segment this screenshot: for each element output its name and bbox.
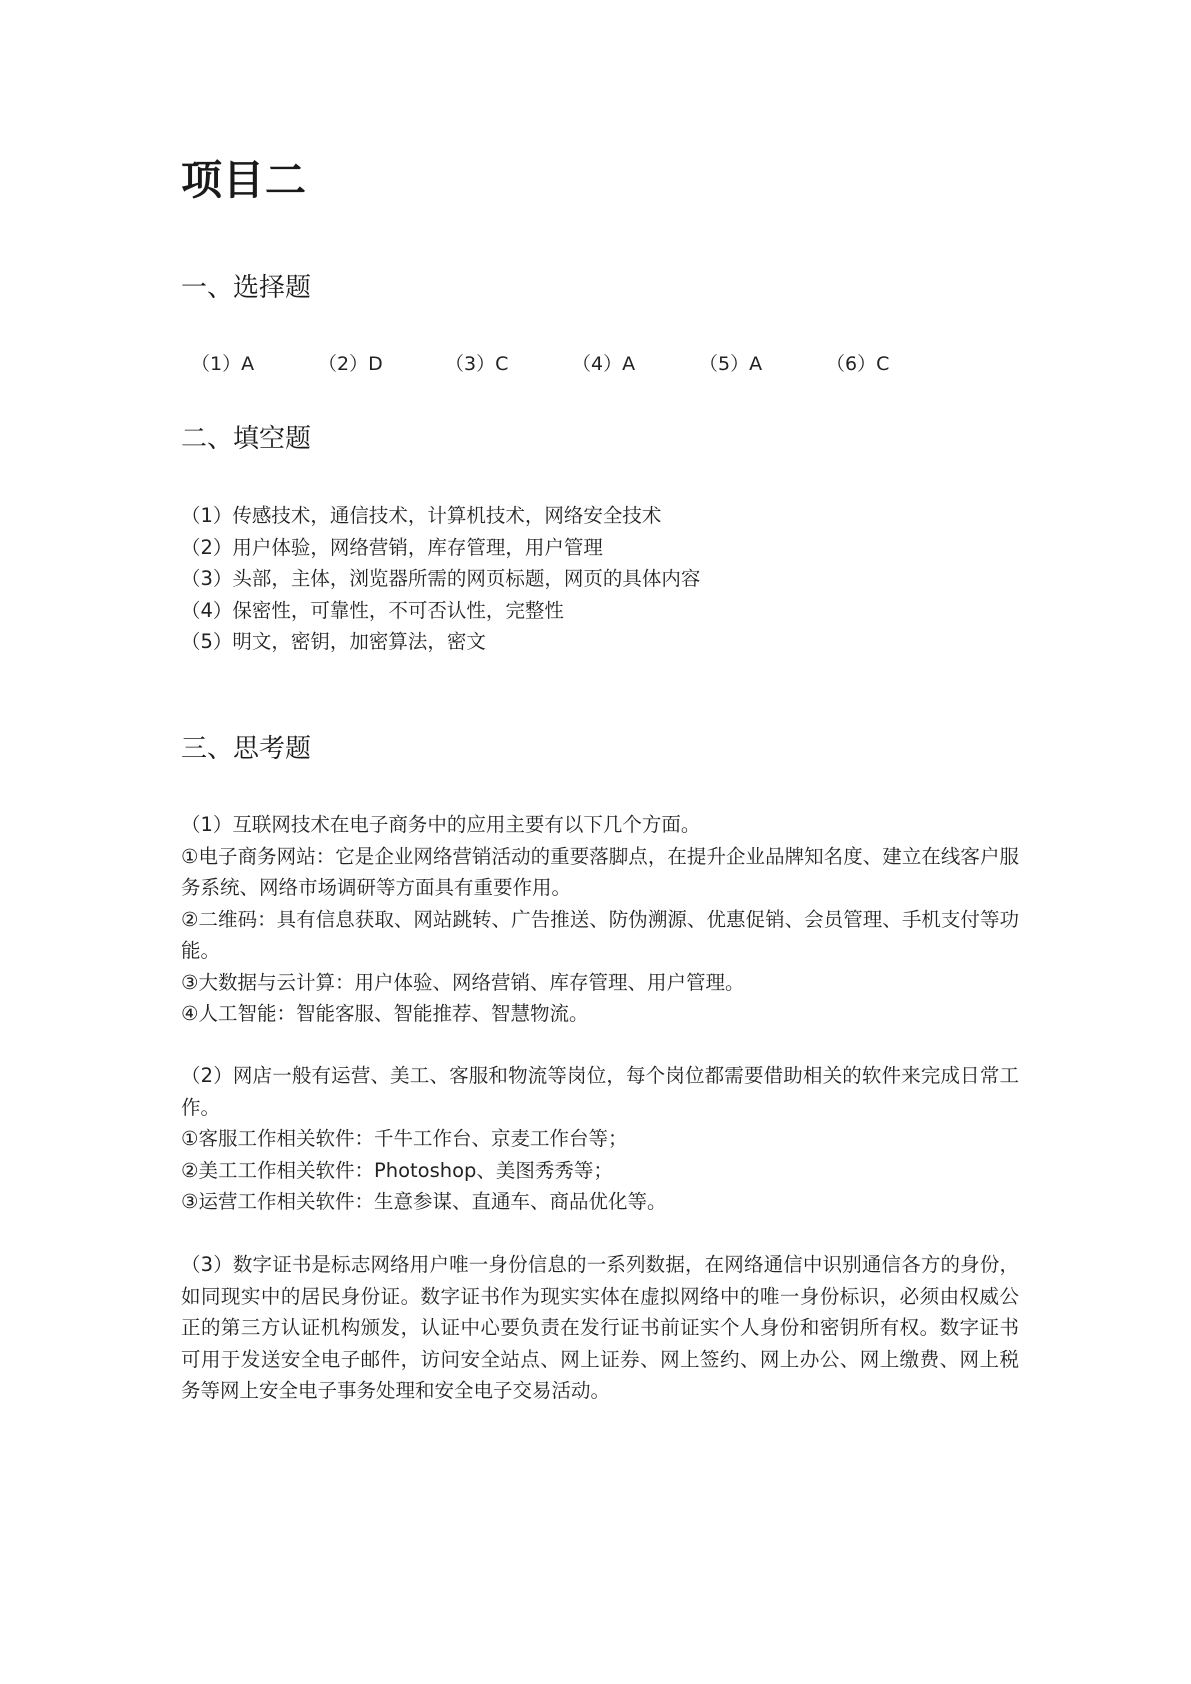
question-2-line-2: ②美工工作相关软件：Photoshop、美图秀秀等； — [181, 1158, 613, 1182]
choice-answer-6: （6）C — [826, 353, 890, 375]
question-2-intro: （2）网店一般有运营、美工、客服和物流等岗位，每个岗位都需要借助相关的软件来完成日常工作。 — [181, 1064, 1019, 1119]
choice-answer-5: （5）A — [699, 353, 763, 375]
question-1-line-3: ③大数据与云计算：用户体验、网络营销、库存管理、用户管理。 — [181, 970, 745, 994]
question-1-line-4: ④人工智能：智能客服、智能推荐、智慧物流。 — [181, 1002, 589, 1025]
page-title: 项目二 — [181, 156, 307, 204]
fill-answer-3: （3）头部，主体，浏览器所需的网页标题，网页的具体内容 — [181, 567, 701, 590]
question-2-line-1: ①客服工作相关软件：千牛工作台、京麦工作台等； — [181, 1127, 628, 1150]
choice-answer-3: （3）C — [445, 353, 509, 375]
question-1-intro: （1）互联网技术在电子商务中的应用主要有以下几个方面。 — [181, 813, 701, 836]
fill-answer-2: （2）用户体验，网络营销，库存管理，用户管理 — [181, 535, 603, 559]
fill-answer-5: （5）明文，密钥，加密算法，密文 — [181, 630, 486, 653]
question-1-line-1: ①电子商务网站：它是企业网络营销活动的重要落脚点，在提升企业品牌知名度、建立在线客户服务系统、网络市场调研等方面具有重要作用。 — [181, 844, 1019, 899]
thinking-question-3 — [181, 1249, 1019, 1407]
fill-answers-list — [181, 500, 1021, 658]
question-3-text: （3）数字证书是标志网络用户唯一身份信息的一系列数据，在网络通信中识别通信各方的身份，如同现实中的居民身份证。数字证书作为现实实体在虚拟网络中的唯一身份标识，必须由权威公正的第三方认证机构颁发，认证中心要负责在发行证书前证实个人身份和密钥所有权。数字证书可用于发送安全电子邮件，访问安全站点、网上证券、网上签约、网上办公、网上缴费、网上税务等网上安全电子事务处理和安全电子交易活动。 — [181, 1253, 1019, 1402]
choice-answers — [181, 349, 1001, 379]
thinking-question-2 — [181, 1060, 1019, 1218]
choice-answer-2: （2）D — [318, 353, 383, 375]
section-heading-fill: 二、填空题 — [181, 424, 312, 454]
choice-answer-4: （4）A — [572, 353, 636, 375]
thinking-question-1 — [181, 809, 1019, 1030]
choice-answer-1: （1）A — [191, 353, 255, 375]
section-heading-thinking: 三、思考题 — [181, 734, 312, 764]
fill-answer-4: （4）保密性，可靠性，不可否认性，完整性 — [181, 598, 564, 622]
question-1-line-2: ②二维码：具有信息获取、网站跳转、广告推送、防伪溯源、优惠促销、会员管理、手机支付等功能。 — [181, 907, 1019, 962]
section-heading-choice: 一、选择题 — [181, 273, 312, 303]
fill-answer-1: （1）传感技术，通信技术，计算机技术，网络安全技术 — [181, 504, 662, 527]
question-2-line-3: ③运营工作相关软件：生意参谋、直通车、商品优化等。 — [181, 1190, 667, 1213]
